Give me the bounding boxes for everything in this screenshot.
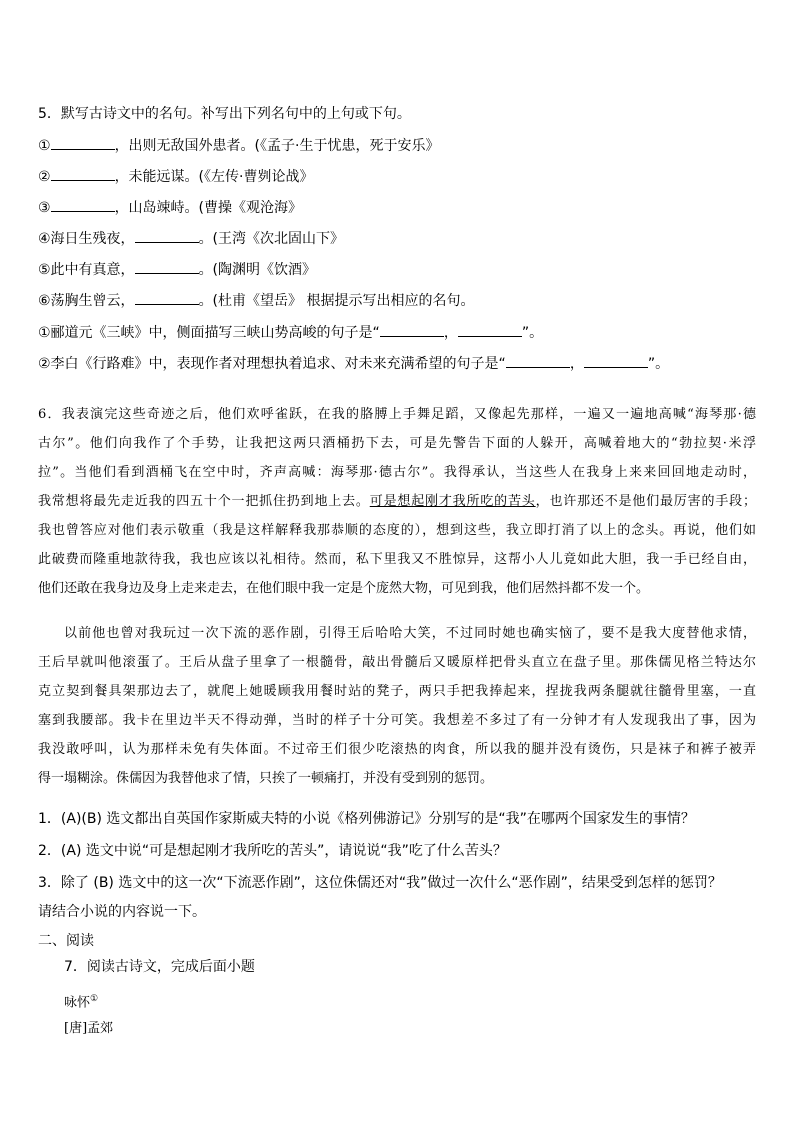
- passage-line: 以前他也曾对我玩过一次下流的恶作剧，引得王后哈哈大笑，不过同时她也确实恼了，要不是我大度替他求情，: [64, 626, 756, 641]
- passage-line: 我也曾答应对他们表示敬重（我是这样解释我那恭顺的态度的），想到这些，我立即打消了以上的念头。再说，他们如: [38, 523, 756, 538]
- q5-item-6-post: 。(杜甫《望岳》 根据提示写出相应的名句。: [198, 293, 475, 309]
- passage-line: 古尔”。他们向我作了个手势，让我把这两只酒桶扔下去，可是先警告下面的人躲开，高喊着地大的“勃拉契·米浮: [38, 436, 756, 451]
- passage-line: 塞到我腰部。我卡在里边半天不得动弹，当时的样子十分可笑。我想差不多过了有一分钟才有人发现我出了事，因为: [38, 713, 756, 728]
- q5-item-2-pre: ②: [38, 169, 51, 185]
- q5-item-3-post: ，山岛竦峙。(曹操《观沧海》: [114, 200, 303, 216]
- answer-blank[interactable]: [135, 229, 199, 243]
- answer-blank[interactable]: [51, 167, 115, 181]
- q5-sub-1-mid: ，: [443, 325, 458, 341]
- q5-item-3: [38, 198, 302, 217]
- q5-item-5: [38, 260, 316, 279]
- passage-line: 王后早就叫他滚蛋了。王后从盘子里拿了一根髓骨，敲出骨髓后又暖原样把骨头直立在盘子里。那侏儒见格兰特达尔: [38, 655, 756, 670]
- underlined-phrase: 可是想起刚才我所吃的苦头: [369, 494, 536, 509]
- passage-line: 他们还敢在我身边及身上走来走去，在他们眼中我一定是个庞然大物，可见到我，他们居然抖都不发一个。: [38, 581, 650, 596]
- section-heading: 二、阅读: [38, 933, 94, 949]
- q5-item-6-pre: ⑥荡胸生曾云，: [38, 293, 135, 309]
- question-3-line-2: 请结合小说的内容说一下。: [38, 904, 206, 920]
- passage-line: 6．我表演完这些奇迹之后，他们欢呼雀跃，在我的胳膊上手舞足蹈，又像起先那样，一遍又一遍地高喊“海琴那·德: [38, 407, 756, 422]
- q5-item-4-pre: ④海日生残夜，: [38, 231, 135, 247]
- q5-item-2-post: ，未能远谋。(《左传·曹刿论战》: [114, 169, 314, 185]
- q5-item-4-post: 。(王湾《次北固山下》: [198, 231, 345, 247]
- passage-line: 得一塌糊涂。侏儒因为我替他求了情，只挨了一顿痛打，并没有受到别的惩罚。: [38, 771, 494, 786]
- passage-text: 我常想将最先走近我的四五十个一把抓住扔到地上去。: [38, 494, 370, 509]
- footnote-mark: ①: [90, 994, 99, 1004]
- q5-sub-2-pre: ②李白《行路难》中，表现作者对理想执着追求、对未来充满希望的句子是“: [38, 356, 506, 372]
- passage-line: 克立契到餐具架那边去了，就爬上她暖顾我用餐时站的凳子，两只手把我捧起来，捏拢我两条腿就往髓骨里塞，一直: [38, 684, 756, 699]
- q5-item-5-post: 。(陶渊明《饮酒》: [198, 262, 317, 278]
- q5-item-4: [38, 229, 344, 248]
- q5-item-6: [38, 291, 474, 310]
- answer-blank[interactable]: [135, 291, 199, 305]
- passage-line: 拉”。当他们看到酒桶飞在空中时，齐声高喊：海琴那·德古尔”。我得承认，当这些人在我身上来来回回地走动时，: [38, 465, 756, 480]
- answer-blank[interactable]: [458, 323, 522, 337]
- q5-item-2: [38, 167, 313, 186]
- answer-blank[interactable]: [584, 354, 648, 368]
- q5-sub-2-mid: ，: [569, 356, 584, 372]
- q6-passage-a: [38, 400, 756, 603]
- poem-title: [64, 990, 98, 1012]
- passage-line: 此破费而隆重地款待我，我也应该以礼相待。然而，私下里我又不胜惊异，这帮小人儿竟如此大胆，我一手已经自由，: [38, 552, 756, 567]
- question-3-line-1: 3．除了 (B) 选文中的这一次“下流恶作剧”，这位侏儒还对“我”做过一次什么“恶作剧”，结果受到怎样的惩罚？: [38, 875, 722, 891]
- q5-title: 5．默写古诗文中的名句。补写出下列名句中的上句或下句。: [38, 106, 411, 122]
- answer-blank[interactable]: [380, 323, 444, 337]
- poem-title-text: 咏怀: [64, 995, 91, 1011]
- answer-blank[interactable]: [51, 136, 115, 150]
- poem-author: [唐]孟郊: [64, 1021, 114, 1036]
- q5-item-1-pre: ①: [38, 138, 51, 154]
- question-7: 7．阅读古诗文，完成后面小题: [64, 959, 255, 975]
- q5-item-1: [38, 136, 439, 155]
- q5-sub-2-post: ”。: [647, 356, 670, 372]
- q6-passage-b: [38, 619, 756, 793]
- q5-item-5-pre: ⑤此中有真意，: [38, 262, 135, 278]
- q5-sub-1-post: ”。: [521, 325, 544, 341]
- question-1: 1．(A)(B) 选文都出自英国作家斯威夫特的小说《格列佛游记》分别写的是“我”在哪两个国家发生的事情？: [38, 811, 695, 827]
- answer-blank[interactable]: [135, 260, 199, 274]
- question-2: 2．(A) 选文中说“可是想起刚才我所吃的苦头”，请说说“我”吃了什么苦头？: [38, 843, 507, 859]
- passage-line: 我没敢呼叫，认为那样未免有失体面。不过帝王们很少吃滚热的肉食，所以我的腿并没有烫伤，只是袜子和裤子被弄: [38, 742, 756, 757]
- passage-line: [38, 487, 756, 516]
- passage-text: ，也许那还不是他们最厉害的手段；: [535, 494, 756, 509]
- q5-sub-2: [38, 354, 669, 373]
- answer-blank[interactable]: [506, 354, 570, 368]
- q5-sub-1: [38, 323, 543, 342]
- q5-sub-1-pre: ①郦道元《三峡》中，侧面描写三峡山势高峻的句子是“: [38, 325, 380, 341]
- q5-item-3-pre: ③: [38, 200, 51, 216]
- answer-blank[interactable]: [51, 198, 115, 212]
- q5-item-1-post: ，出则无敌国外患者。(《孟子·生于忧患，死于安乐》: [114, 138, 440, 154]
